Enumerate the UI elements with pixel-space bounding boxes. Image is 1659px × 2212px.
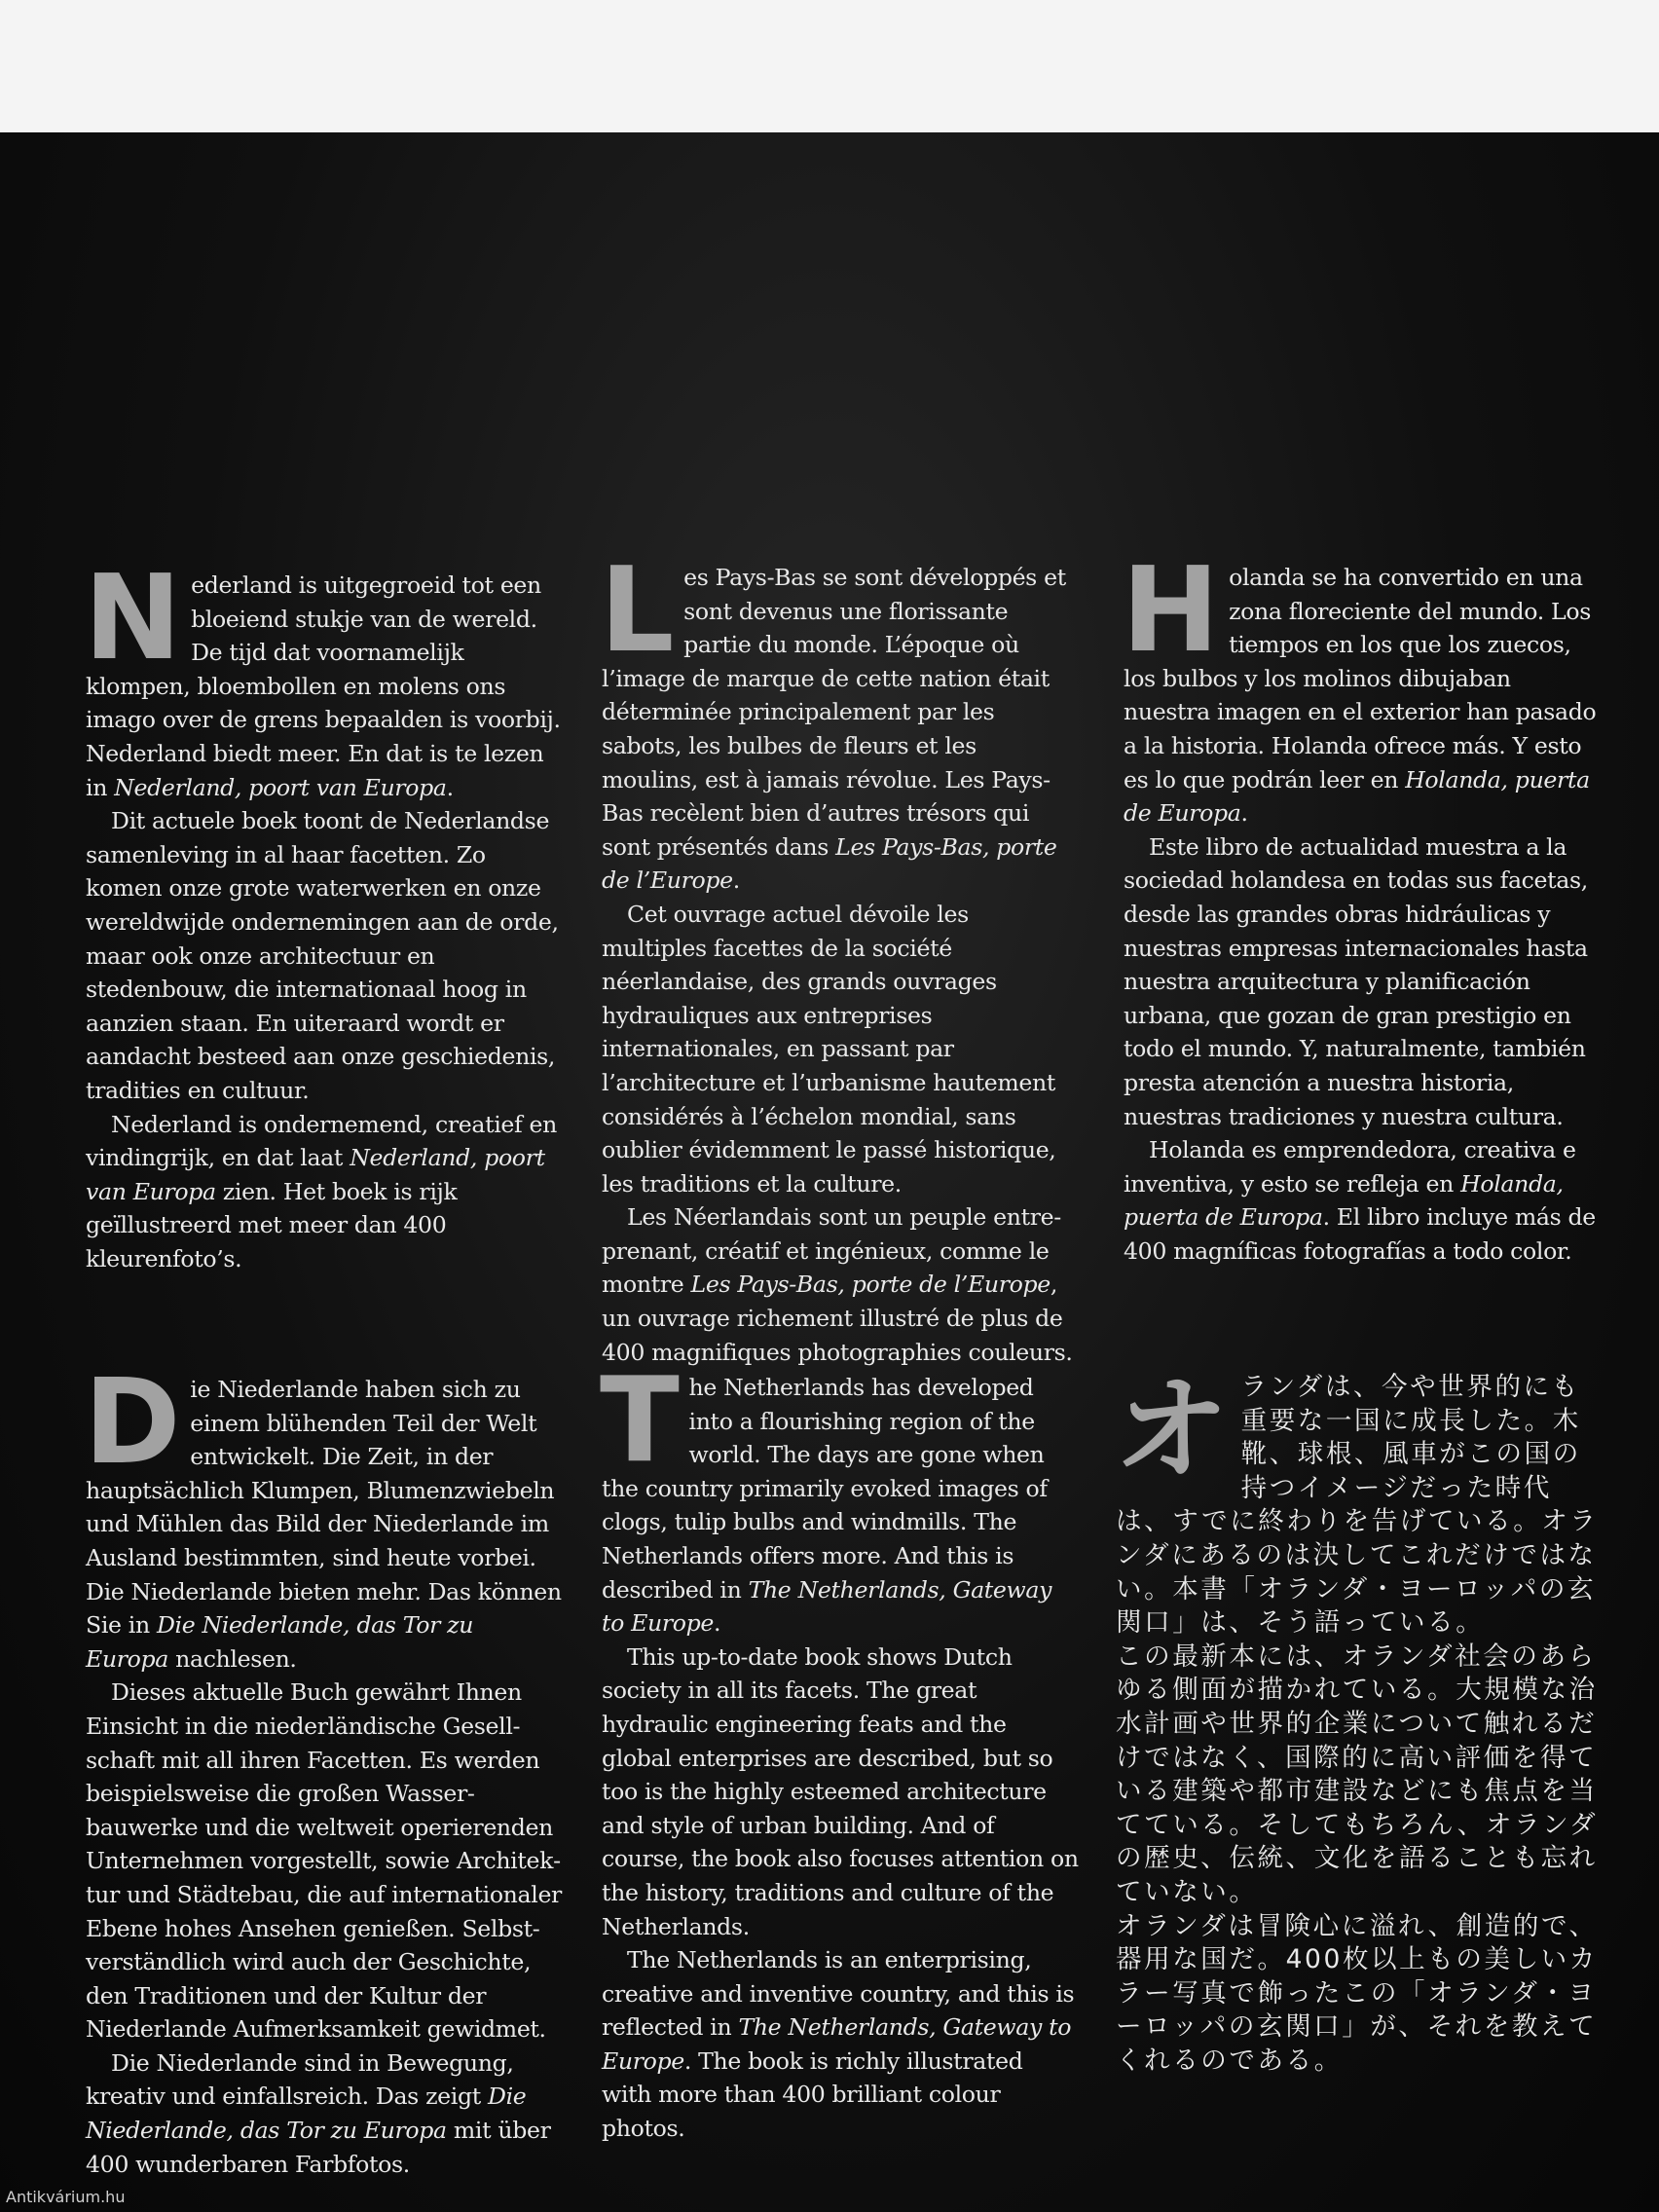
paragraph: The Netherlands is an enterprising, creative and inventive country, and this is reflected in The Netherlands, Gateway to Europe. The book is richly illustrated with more than 400 brilliant colour photos. [602, 1946, 1075, 2143]
spanish-text-column [1122, 543, 1601, 1268]
book-title: Die Niederlande, das Tor zu Europa [86, 1611, 474, 1673]
dropcap-letter: H [1122, 543, 1220, 679]
paragraph: Dieses aktuelle Buch gewährt Ihnen Einsicht in die niederländische Gesellschaft mit all ihren Facetten. Es werden beispielsweise die großen Wasserbauwerke und die weltweit operierenden Unternehmen vorgestellt, sowie Architektur und Städtebau, die auf internationaler Ebene hohes Ansehen genießen. Selbstverständlich wird auch der Geschichte, den Traditionen und der Kultur der Niederlande Aufmerksamkeit gewidmet. [86, 1678, 562, 2044]
paragraph: ie Niederlande haben sich zu einem blühenden Teil der Welt entwickelt. Die Zeit, in der hauptsächlich Klumpen, Blumenzwiebeln und Mühlen das Bild der Niederlande im Ausland bestimmten, sind heute vorbei. Die Niederlande bieten mehr. Das können Sie in Die Niederlande, das Tor zu Europa nachlesen. [86, 1376, 562, 1673]
book-title: Nederland, poort van Europa [114, 773, 447, 801]
book-title: Les Pays-Bas, porte de l’Europe [690, 1271, 1051, 1299]
paragraph: es Pays-Bas se sont développés et sont devenus une florissante partie du monde. L’époque où l’image de marque de cette nation était déterminée principalement par les sabots, les bulbes de fleurs et les moulins, est à jamais révolue. Les Pays-Bas recèlent bien d’autres trésors qui sont présentés dans Les Pays-Bas, porte de l’Europe. [602, 564, 1066, 895]
dropcap-letter: D [84, 1355, 181, 1491]
paragraph: Este libro de actualidad muestra a la sociedad holandesa en todas sus facetas, desde las grandes obras hidráulicas y nuestras empresas internacionales hasta nuestra arquitectura y planificación urbana, que gozan de gran prestigio en todo el mundo. Y, naturalmente, también presta atención a nuestra historia, nuestras tradiciones y nuestra cultura. [1124, 832, 1588, 1130]
book-title: Holanda, puerta de Europa [1124, 1169, 1564, 1232]
book-title: The Netherlands, Gateway to Europe [602, 2013, 1072, 2075]
paragraph: オランダは冒険心に溢れ、創造的で、器用な国だ。400枚以上もの美しいカラー写真で飾ったこの「オランダ・ヨーロッパの玄関口」が、それを教えてくれるのである。 [1116, 1910, 1598, 2076]
dropcap-letter: N [84, 551, 182, 686]
paragraph: ランダは、今や世界的にも重要な一国に成長した。木靴、球根、風車がこの国の持つイメージだった時代は、すでに終わりを告げている。オランダにあるのは決してこれだけではない。本書「オランダ・ヨーロッパの玄関口」は、そう語っている。 [1116, 1372, 1599, 1639]
paragraph: Holanda es emprendedora, creativa e inventiva, y esto se refleja en Holanda, puerta de Europa. El libro incluye más de 400 magníficas fotografías a todo color. [1124, 1136, 1596, 1265]
french-text-column [600, 543, 1079, 1369]
paragraph: Die Niederlande sind in Bewegung, kreativ und einfallsreich. Das zeigt Die Niederlande, das Tor zu Europa mit über 400 wunderbaren Farbfotos. [86, 2048, 551, 2178]
dropcap-letter: オ [1114, 1363, 1232, 1497]
book-title: Holanda, puerta de Europa [1124, 765, 1590, 828]
paragraph: olanda se ha convertido en una zona floreciente del mundo. Los tiempos en los que los zuecos, los bulbos y los molinos dibujaban nuestra imagen en el exterior han pasado a la historia. Holanda ofrece más. Y esto es lo que podrán leer en Holanda, puerta de Europa. [1124, 564, 1597, 828]
dutch-text-column [84, 551, 563, 1275]
watermark-text: Antikvárium.hu [6, 2188, 126, 2206]
book-title: Nederland, poort van Europa [86, 1144, 545, 1205]
dropcap-letter: L [600, 543, 675, 679]
japanese-text-column [1114, 1363, 1599, 2078]
book-title: Die Niederlande, das Tor zu Europa [86, 2083, 527, 2145]
paragraph: Cet ouvrage actuel dévoile les multiples facettes de la société néerlandaise, des grands ouvrages hydrauliques aux entreprises internationales, en passant par l’architecture et l’urbanisme hautement considérés à l’échelon mondial, sans oublier évidemment le passé historique, les traditions et la culture. [602, 900, 1056, 1198]
book-title: The Netherlands, Gateway to Europe [602, 1575, 1052, 1638]
german-text-column [84, 1355, 563, 2181]
paragraph: Nederland is ondernemend, creatief en vindingrijk, en dat laat Nederland, poort van Europa zien. Het boek is rijk geïllustreerd met meer dan 400 kleurenfoto’s. [86, 1110, 558, 1272]
paragraph: he Netherlands has developed into a flourishing region of the world. The days are gone when the country primarily evoked images of clogs, tulip bulbs and windmills. The Netherlands offers more. And this is described in The Netherlands, Gateway to Europe. [602, 1374, 1052, 1638]
page-top-margin [0, 0, 1659, 132]
dropcap-letter: T [600, 1353, 680, 1489]
paragraph: ederland is uitgegroeid tot een bloeiend stukje van de wereld. De tijd dat voornamelijk klompen, bloembollen en molens ons imago over de grens bepaalden is voorbij. Nederland biedt meer. En dat is te lezen in Nederland, poort van Europa. [86, 571, 561, 801]
paragraph: Dit actuele boek toont de Nederlandse samenleving in al haar facetten. Zo komen onze grote waterwerken en onze wereldwijde ondernemingen aan de orde, maar ook onze architectuur en stedenbouw, die internationaal hoog in aanzien staan. En uiteraard wordt er aandacht besteed aan onze geschiedenis, tradities en cultuur. [86, 807, 559, 1104]
paragraph: This up-to-date book shows Dutch society in all its facets. The great hydraulic engineering feats and the global enterprises are described, but so too is the highly esteemed architecture and style of urban building. And of course, the book also focuses attention on the history, traditions and culture of the Netherlands. [602, 1642, 1079, 1940]
english-text-column [600, 1353, 1079, 2146]
book-back-cover [0, 132, 1659, 2212]
book-title: Les Pays-Bas, porte de l’Europe [602, 832, 1057, 895]
paragraph: この最新本には、オランダ社会のあらゆる側面が描かれている。大規模な治水計画や世界的企業について触れるだけではなく、国際的に高い評価を得ている建築や都市建設などにも焦点を当てている。そしてもちろん、オランダの歴史、伝統、文化を語ることも忘れていない。 [1116, 1641, 1599, 1907]
paragraph: Les Néerlandais sont un peuple entreprenant, créatif et ingénieux, comme le montre Les Pays-Bas, porte de l’Europe, un ouvrage richement illustré de plus de 400 magnifiques photographies couleurs. [602, 1203, 1073, 1366]
